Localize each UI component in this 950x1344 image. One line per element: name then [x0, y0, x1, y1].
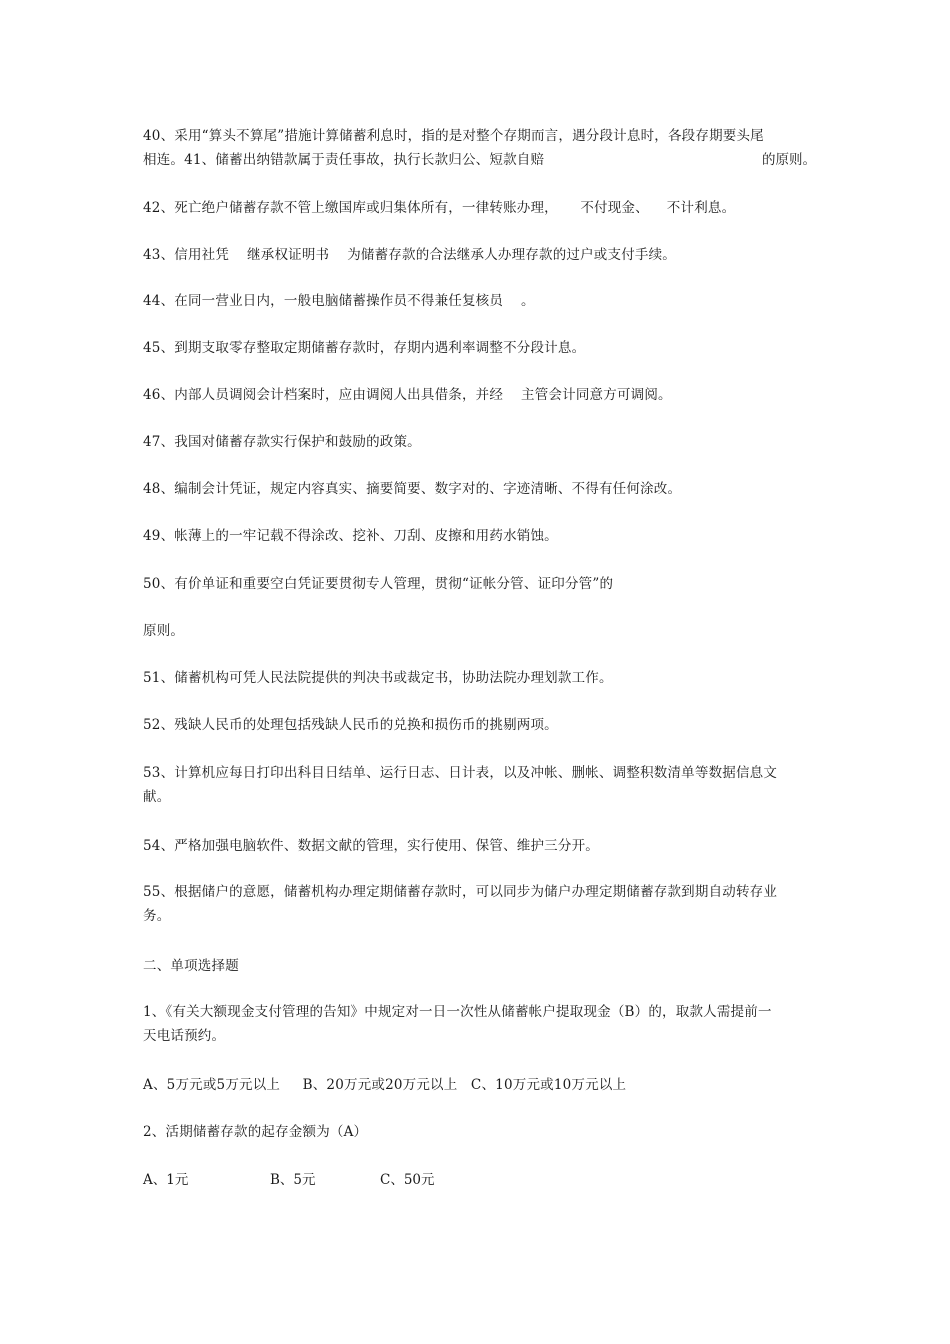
question-46: 46、内部人员调阅会计档案时，应由调阅人出具借条，并经 主管会计同意方可调阅。 — [143, 387, 672, 403]
question-44: 44、在同一营业日内，一般电脑储蓄操作员不得兼任复核员 。 — [143, 293, 535, 309]
question-55-line-1: 55、根据储户的意愿，储蓄机构办理定期储蓄存款时，可以同步为储户办理定期储蓄存款到期自动转存业 — [143, 884, 778, 900]
mc-question-2-option-c: C、50元 — [380, 1172, 435, 1188]
mc-question-1-options: A、5万元或5万元以上 B、20万元或20万元以上 C、10万元或10万元以上 — [143, 1077, 627, 1093]
question-53-line-2: 献。 — [143, 789, 171, 805]
mc-question-1-line-2: 天电话预约。 — [143, 1028, 226, 1044]
question-42: 42、死亡绝户储蓄存款不管上缴国库或归集体所有，一律转账办理， 不付现金、 不计利息。 — [143, 200, 736, 216]
question-45: 45、到期支取零存整取定期储蓄存款时，存期内遇利率调整不分段计息。 — [143, 340, 586, 356]
question-50-line-1: 50、有价单证和重要空白凭证要贯彻专人管理，贯彻“证帐分管、证印分管”的 — [143, 576, 614, 592]
mc-question-2-option-b: B、5元 — [270, 1172, 316, 1188]
question-47: 47、我国对储蓄存款实行保护和鼓励的政策。 — [143, 434, 421, 450]
question-49: 49、帐薄上的一牢记载不得涂改、挖补、刀刮、皮擦和用药水销蚀。 — [143, 528, 558, 544]
question-52: 52、残缺人民币的处理包括残缺人民币的兑换和损伤币的挑剔两项。 — [143, 717, 558, 733]
question-40-line-2: 相连。41、储蓄出纳错款属于责任事故，执行长款归公、短款自赔 — [143, 152, 545, 168]
question-43: 43、信用社凭 继承权证明书 为储蓄存款的合法继承人办理存款的过户或支付手续。 — [143, 247, 677, 263]
question-54: 54、严格加强电脑软件、数据文献的管理，实行使用、保管、维护三分开。 — [143, 838, 599, 854]
section-2-title: 二、单项选择题 — [143, 958, 239, 974]
question-55-line-2: 务。 — [143, 908, 171, 924]
question-41-tail: 的原则。 — [762, 152, 816, 168]
mc-question-1-line-1: 1、《有关大额现金支付管理的告知》中规定对一日一次性从储蓄帐户提取现金（B）的，取款人需提前一 — [143, 1004, 772, 1020]
question-50-line-2: 原则。 — [143, 623, 185, 639]
mc-question-2: 2、活期储蓄存款的起存金额为（A） — [143, 1124, 368, 1140]
question-40-line-1: 40、采用“算头不算尾”措施计算储蓄利息时，指的是对整个存期而言，遇分段计息时，各段存期要头尾 — [143, 128, 764, 144]
question-51: 51、储蓄机构可凭人民法院提供的判决书或裁定书，协助法院办理划款工作。 — [143, 670, 613, 686]
question-48: 48、编制会计凭证，规定内容真实、摘要简要、数字对的、字迹清晰、不得有任何涂改。 — [143, 481, 682, 497]
question-53-line-1: 53、计算机应每日打印出科目日结单、运行日志、日计表，以及冲帐、删帐、调整积数清单等数据信息文 — [143, 765, 778, 781]
mc-question-2-option-a: A、1元 — [143, 1172, 189, 1188]
